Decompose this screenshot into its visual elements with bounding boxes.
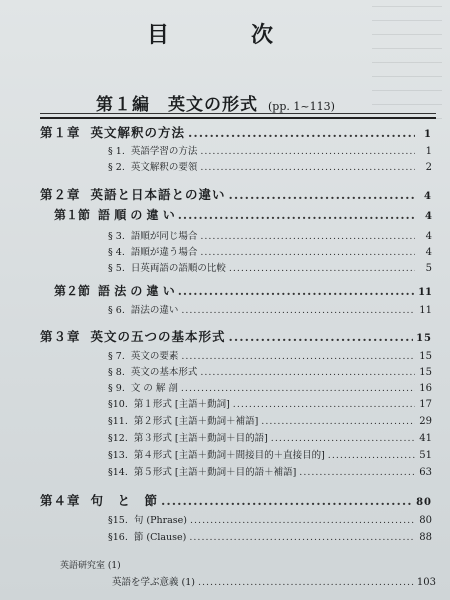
leader-dots	[181, 305, 415, 316]
subsection-title: 語法の違い	[130, 305, 179, 316]
leader-dots	[200, 367, 415, 378]
leader-dots	[189, 532, 415, 543]
page-number: 15	[419, 367, 432, 378]
toc-subsection	[108, 244, 432, 258]
divider-thick	[40, 117, 436, 119]
page-number: 103	[416, 577, 436, 588]
page-number: 16	[419, 383, 432, 394]
page-number: 4	[425, 247, 432, 258]
page-number: 51	[419, 450, 432, 461]
toc-chapter	[40, 123, 432, 141]
leader-dots	[233, 399, 415, 410]
subsection-number: §16.	[108, 532, 128, 543]
subsection-title: 第５形式 [主語＋動詞＋目的語＋補語]	[133, 467, 297, 478]
toc-chapter	[40, 491, 432, 509]
chapter-number: 第２章	[40, 187, 81, 202]
subsection-title: 英文解釈の要領	[130, 162, 198, 173]
subsection-title: 句 (Phrase)	[133, 515, 188, 526]
subsection-number: § 7.	[108, 351, 125, 362]
leader-dots	[181, 383, 415, 394]
leader-dots	[181, 351, 415, 362]
subsection-number: §14.	[108, 467, 128, 478]
chapter-title: 英文解釈の方法	[90, 125, 186, 140]
part-label: 第１編 英文の形式	[96, 95, 258, 115]
section-number: 第１節	[54, 208, 91, 222]
section-title: 語 順 の 違 い	[98, 208, 175, 222]
subsection-title: 文 の 解 剖	[130, 383, 178, 394]
leader-dots	[229, 263, 415, 274]
subsection-title: 節 (Clause)	[133, 532, 187, 543]
subsection-number: § 5.	[108, 263, 125, 274]
toc-subsection	[108, 364, 432, 378]
leader-dots	[229, 329, 414, 344]
page-number: 80	[419, 515, 432, 526]
subsection-number: §15.	[108, 515, 128, 526]
subsection-number: § 6.	[108, 305, 125, 316]
toc-subsection	[108, 413, 432, 427]
section-number: 第２節	[54, 284, 91, 298]
page-number: 63	[419, 467, 432, 478]
page-number: 15	[419, 351, 432, 362]
toc-section	[54, 282, 432, 299]
subsection-number: §10.	[108, 399, 128, 410]
leader-dots	[229, 187, 415, 202]
page-number: 11	[419, 305, 432, 316]
divider-thin	[40, 113, 436, 114]
page-number: 4	[425, 231, 432, 242]
chapter-number: 第３章	[40, 329, 81, 344]
leader-dots	[200, 162, 415, 173]
page-number: 15	[416, 333, 432, 344]
subsection-title: 第３形式 [主語＋動詞＋目的語]	[133, 433, 268, 444]
toc-misc-item	[112, 574, 436, 588]
subsection-number: §13.	[108, 450, 128, 461]
page-number: 11	[418, 287, 432, 298]
leader-dots	[190, 515, 415, 526]
leader-dots	[200, 231, 415, 242]
chapter-title: 英文の五つの基本形式	[90, 329, 226, 344]
chapter-title: 英語と日本語との違い	[90, 187, 226, 202]
subsection-title: 第２形式 [主語＋動詞＋補語]	[133, 416, 259, 427]
leader-dots	[188, 125, 415, 140]
toc-subsection	[108, 464, 432, 478]
toc-subsection	[108, 348, 432, 362]
leader-dots	[200, 247, 415, 258]
leader-dots	[178, 208, 415, 222]
subsection-title: 語順が同じ場合	[130, 231, 198, 242]
toc-subsection	[108, 380, 432, 394]
toc-chapter	[40, 185, 432, 203]
page-number: 1	[424, 129, 432, 140]
toc-subsection	[108, 529, 432, 543]
chapter-number: 第１章	[40, 125, 81, 140]
chapter-number: 第４章	[40, 493, 81, 508]
page-number: 2	[425, 162, 432, 173]
page-number: 41	[419, 433, 432, 444]
toc-subsection	[108, 260, 432, 274]
toc-misc-heading	[60, 558, 121, 571]
subsection-number: § 2.	[108, 162, 125, 173]
subsection-title: 語順が違う場合	[130, 247, 198, 258]
toc-subsection	[108, 302, 432, 316]
subsection-number: §12.	[108, 433, 128, 444]
page-number: 17	[419, 399, 432, 410]
toc-subsection	[108, 447, 432, 461]
page-number: 80	[416, 497, 432, 508]
page-number: 4	[425, 211, 432, 222]
subsection-number: § 3.	[108, 231, 125, 242]
subsection-title: 英文の要素	[130, 351, 179, 362]
toc-subsection	[108, 159, 432, 173]
toc-subsection	[108, 143, 432, 157]
leader-dots	[161, 493, 413, 508]
subsection-number: § 9.	[108, 383, 125, 394]
chapter-title: 句 と 節	[90, 493, 159, 508]
leader-dots	[299, 467, 415, 478]
toc-subsection	[108, 228, 432, 242]
leader-dots	[271, 433, 415, 444]
leader-dots	[200, 146, 415, 157]
subsection-title: 日英両語の語順の比較	[130, 263, 226, 274]
subsection-number: § 8.	[108, 367, 125, 378]
misc-title: 英語研究室 (1)	[60, 561, 121, 571]
part-heading	[96, 90, 335, 115]
leader-dots	[328, 450, 415, 461]
misc-title: 英語を学ぶ意義 (1)	[112, 577, 195, 588]
toc-section	[54, 206, 432, 223]
toc-subsection	[108, 430, 432, 444]
subsection-title: 第４形式 [主語＋動詞＋間接目的＋直接目的]	[133, 450, 325, 461]
part-page-range: (pp. 1~113)	[268, 100, 335, 113]
subsection-title: 英語学習の方法	[130, 146, 198, 157]
toc-chapter	[40, 327, 432, 345]
section-title: 語 法 の 違 い	[98, 284, 175, 298]
subsection-title: 英文の基本形式	[130, 367, 198, 378]
page-number: 4	[424, 191, 432, 202]
toc-subsection	[108, 512, 432, 526]
page-number: 5	[425, 263, 432, 274]
subsection-number: § 1.	[108, 146, 125, 157]
leader-dots	[261, 416, 415, 427]
leader-dots	[198, 577, 414, 588]
leader-dots	[178, 284, 415, 298]
subsection-number: §11.	[108, 416, 128, 427]
subsection-title: 第１形式 [主語＋動詞]	[133, 399, 230, 410]
page-number: 1	[425, 146, 432, 157]
toc-subsection	[108, 396, 432, 410]
page-number: 88	[419, 532, 432, 543]
toc-title: 目 次	[146, 22, 303, 48]
page-number: 29	[419, 416, 432, 427]
subsection-number: § 4.	[108, 247, 125, 258]
